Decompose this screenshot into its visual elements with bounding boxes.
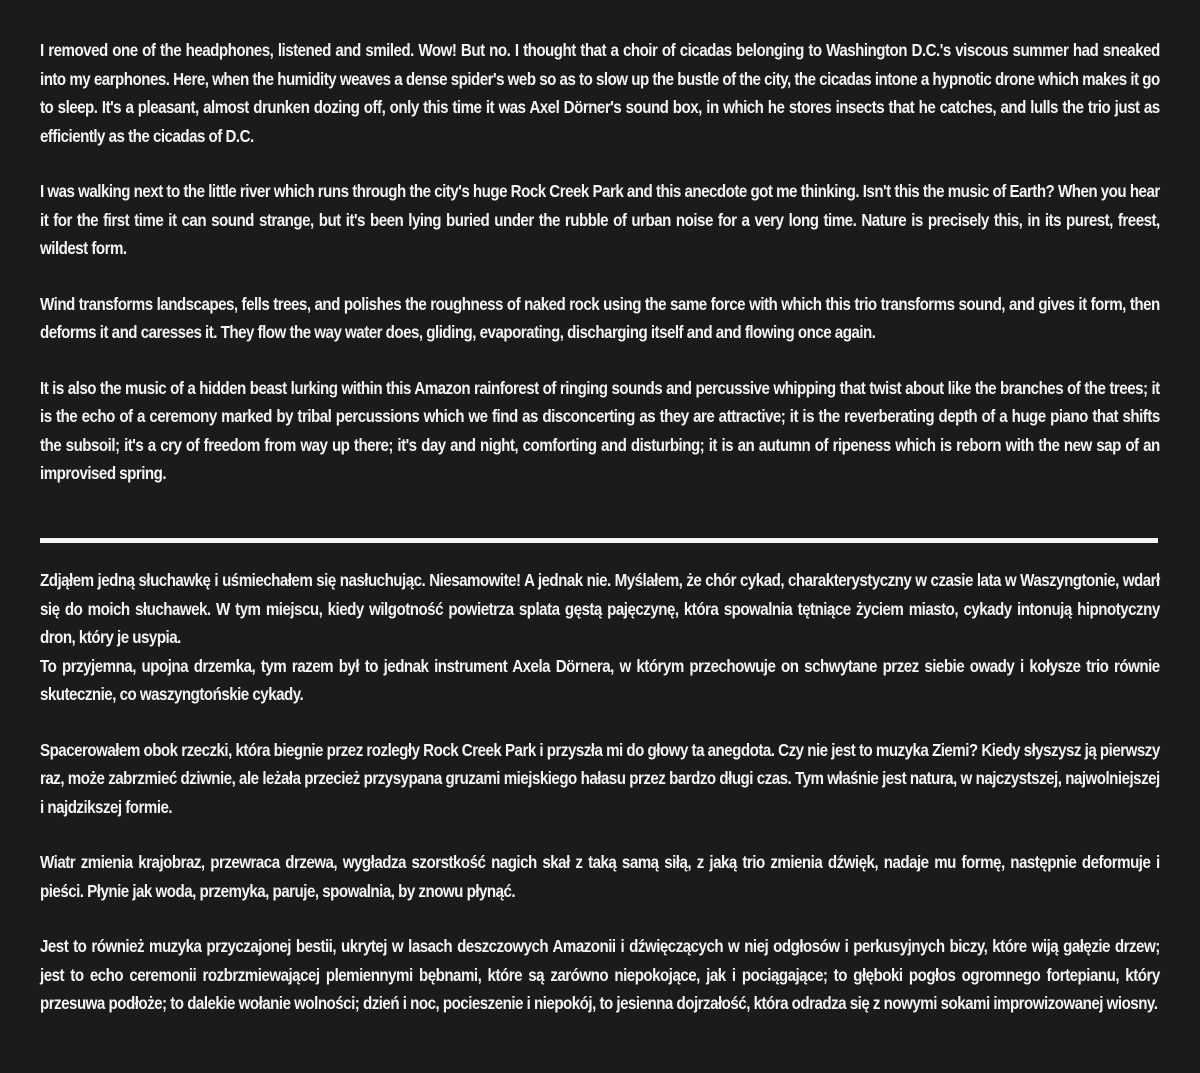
polish-paragraph-1 xyxy=(40,566,1160,709)
polish-paragraph-4 xyxy=(40,932,1160,1018)
english-paragraph-3: Wind transforms landscapes, fells trees, and polishes the roughness of naked rock using the same force with which this trio transforms sound, and gives it form, then deforms it and caresses it. They flow the way water does, gliding, evaporating, discharging itself and and flowing once again. xyxy=(40,293,1160,342)
section-divider xyxy=(40,538,1158,543)
polish-paragraph-1-line-1: Zdjąłem jedną słuchawkę i uśmiechałem się nasłuchując. Niesamowite! A jednak nie. Myślałem, że chór cykad, charakterystyczny w czasie lata w Waszyngtonie, wdarł się do moich słuchawek. W tym miejscu, kiedy wilgotność powietrza splata gęstą pajęczynę, która spowalnia tętniące życiem miasto, cykady intonują hipnotyczny dron, który je usypia. xyxy=(40,570,1160,647)
english-paragraph-1: I removed one of the headphones, listened and smiled. Wow! But no. I thought that a choir of cicadas belonging to Washington D.C.'s viscous summer had sneaked into my earphones. Here, when the humidity weaves a dense spider's web so as to slow up the bustle of the city, the cicadas intone a hypnotic drone which makes it go to sleep. It's a pleasant, almost drunken dozing off, only this time it was Axel Dörner's sound box, in which he stores insects that he catches, and lulls the trio just as efficiently as the cicadas of D.C. xyxy=(40,40,1160,146)
polish-paragraph-3-line-1: Wiatr zmienia krajobraz, przewraca drzewa, wygładza szorstkość nagich skał z taką samą siłą, z jaką trio zmienia dźwięk, nadaje mu formę, następnie deformuje i pieści. Płynie jak woda, przemyka, paruje, spowalnia, by znowu płynąć. xyxy=(40,852,1160,901)
polish-paragraph-3 xyxy=(40,848,1160,905)
english-text-block xyxy=(40,36,1160,488)
polish-text-block xyxy=(40,566,1160,1018)
polish-paragraph-1-line-2: To przyjemna, upojna drzemka, tym razem był to jednak instrument Axela Dörnera, w którym przechowuje on schwytane przez siebie owady i kołysze trio równie skutecznie, co waszyngtońskie cykady. xyxy=(40,655,1160,704)
polish-paragraph-2 xyxy=(40,736,1160,822)
polish-paragraph-4-line-1: Jest to również muzyka przyczajonej bestii, ukrytej w lasach deszczowych Amazonii i dźwięczących w niej odgłosów i perkusyjnych biczy, które wiją gałęzie drzew; jest to echo ceremonii rozbrzmiewającej plemiennymi bębnami, które są zarówno niepokojące, jak i pociągające; to głęboki pogłos ogromnego fortepianu, który przesuwa podłoże; to dalekie wołanie wolności; dzień i noc, pocieszenie i niepokój, to jesienna dojrzałość, która odradza się z nowymi sokami improwizowanej wiosny. xyxy=(40,936,1160,1013)
english-paragraph-4: It is also the music of a hidden beast lurking within this Amazon rainforest of ringing sounds and percussive whipping that twist about like the branches of the trees; it is the echo of a ceremony marked by tribal percussions which we find as disconcerting as they are attractive; it is the reverberating depth of a huge piano that shifts the subsoil; it's a cry of freedom from way up there; it's day and night, comforting and disturbing; it is an autumn of ripeness which is reborn with the new sap of an improvised spring. xyxy=(40,377,1160,483)
polish-paragraph-2-line-1: Spacerowałem obok rzeczki, która biegnie przez rozległy Rock Creek Park i przyszła mi do głowy ta anegdota. Czy nie jest to muzyka Ziemi? Kiedy słyszysz ją pierwszy raz, może zabrzmieć dziwnie, ale leżała przecież przysypana gruzami miejskiego hałasu przez bardzo długi czas. Tym właśnie jest natura, w najczystszej, najwolniejszej i najdzikszej formie. xyxy=(40,739,1160,817)
english-paragraph-2: I was walking next to the little river which runs through the city's huge Rock Creek Park and this anecdote got me thinking. Isn't this the music of Earth? When you hear it for the first time it can sound strange, but it's been lying buried under the rubble of urban noise for a very long time. Nature is precisely this, in its purest, freest, wildest form. xyxy=(40,181,1160,258)
